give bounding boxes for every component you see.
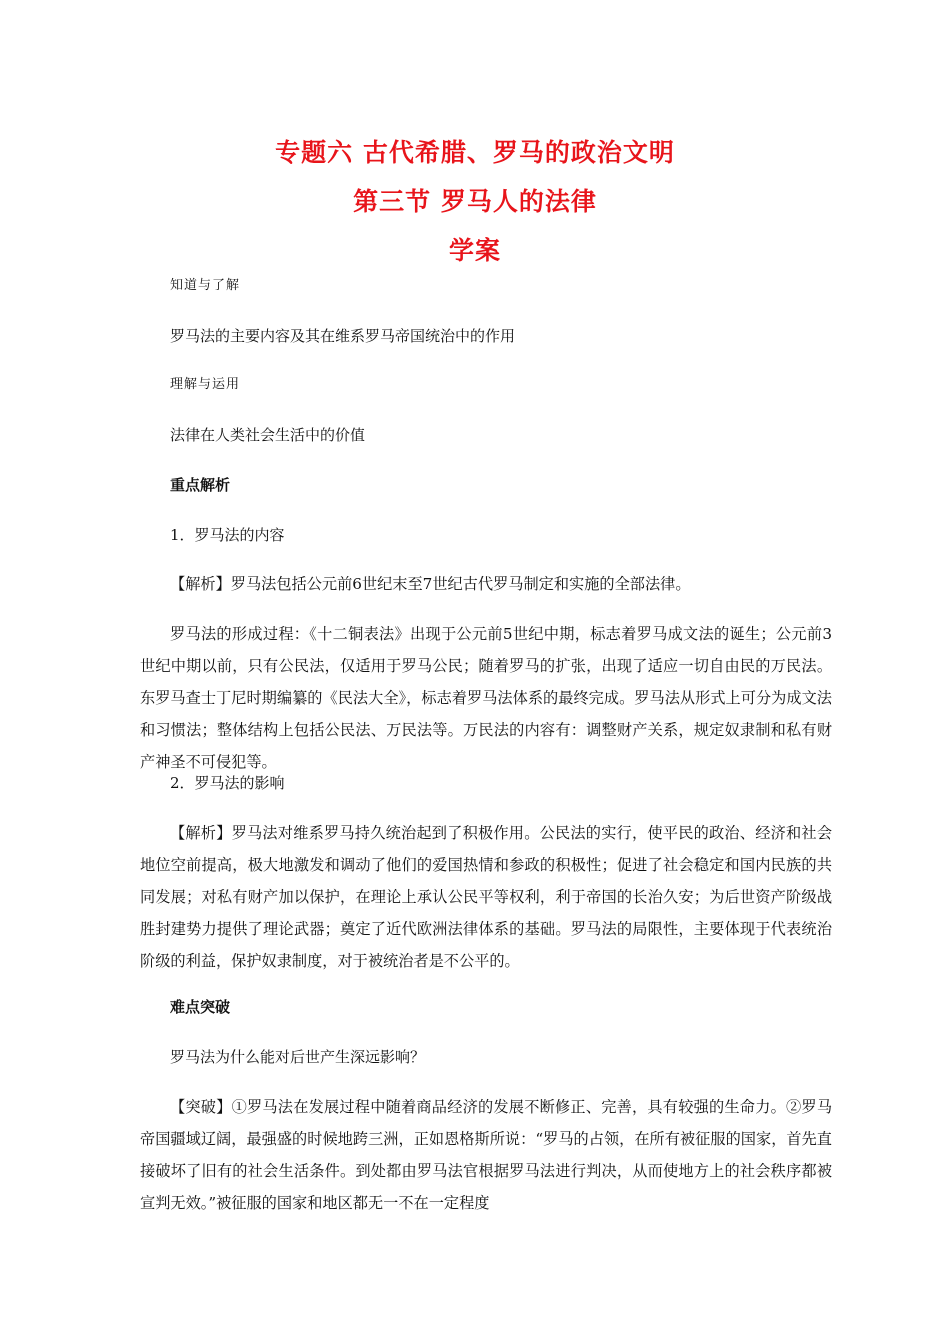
key-points-heading: 重点解析 (170, 476, 231, 494)
doc-type-title: 学案 (448, 236, 501, 265)
main-title: 专题六 古代希腊、罗马的政治文明 (275, 138, 675, 167)
apply-heading: 理解与运用 (170, 377, 241, 392)
item1-detail: 罗马法的形成过程：《十二铜表法》出现于公元前5世纪中期，标志着罗马成文法的诞生；公元前3世纪中期以前，只有公民法，仅适用于罗马公民；随着罗马的扩张，出现了适应一切自由民的万民法。东罗马查士丁尼时期编纂的《民法大全》，标志着罗马法体系的最终完成。罗马法从形式上可分为成文法和习惯法；整体结构上包括公民法、万民法等。万民法的内容有：调整财产关系，规定奴隶制和私有财产神圣不可侵犯等。 (140, 625, 832, 771)
item2-title: 2．罗马法的影响 (170, 774, 285, 792)
item2-analysis: 【解析】罗马法对维系罗马持久统治起到了积极作用。公民法的实行，使平民的政治、经济和社会地位空前提高，极大地激发和调动了他们的爱国热情和参政的积极性；促进了社会稳定和国内民族的共同发展；对私有财产加以保护，在理论上承认公民平等权利，利于帝国的长治久安；为后世资产阶级战胜封建势力提供了理论武器；奠定了近代欧洲法律体系的基础。罗马法的局限性，主要体现于代表统治阶级的利益，保护奴隶制度，对于被统治者是不公平的。 (140, 824, 832, 970)
difficulty-breakthrough: 【突破】①罗马法在发展过程中随着商品经济的发展不断修正、完善，具有较强的生命力。②罗马帝国疆域辽阔，最强盛的时候地跨三洲，正如恩格斯所说：“罗马的占领，在所有被征服的国家，首先直接破坏了旧有的社会生活条件。到处都由罗马法官根据罗马法进行判决，从而使地方上的社会秩序都被宣判无效。”被征服的国家和地区都无一不在一定程度 (140, 1098, 832, 1212)
section-title: 第三节 罗马人的法律 (353, 187, 597, 216)
item1-title: 1．罗马法的内容 (170, 526, 285, 544)
difficulty-question: 罗马法为什么能对后世产生深远影响？ (170, 1048, 426, 1066)
difficulty-heading: 难点突破 (170, 998, 231, 1016)
apply-content: 法律在人类社会生活中的价值 (170, 426, 366, 444)
item1-analysis: 【解析】罗马法包括公元前6世纪末至7世纪古代罗马制定和实施的全部法律。 (170, 575, 691, 593)
know-heading: 知道与了解 (170, 278, 241, 293)
know-content: 罗马法的主要内容及其在维系罗马帝国统治中的作用 (170, 327, 516, 345)
